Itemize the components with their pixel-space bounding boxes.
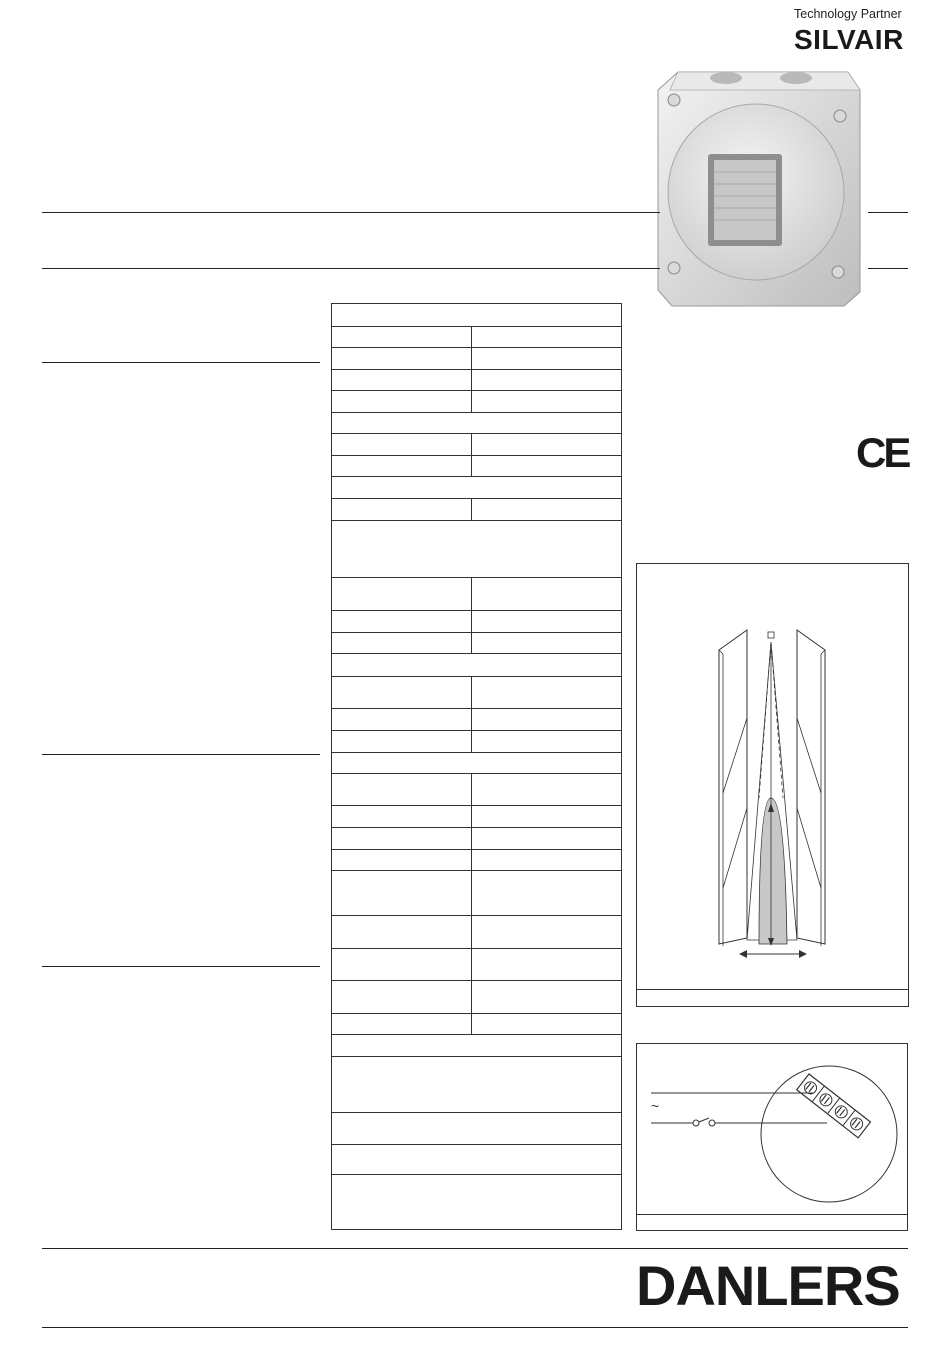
detection-panel-caption-rule <box>637 989 908 990</box>
wiring-panel-caption-rule <box>637 1214 907 1215</box>
partner-label: Technology Partner <box>794 7 902 21</box>
wiring-diagram <box>647 1054 902 1204</box>
spec-table-rows <box>332 304 621 1229</box>
title-rule-top-right <box>868 212 908 213</box>
title-rule-bottom-right <box>868 268 908 269</box>
footer-brand-logo: DANLERS <box>636 1254 900 1317</box>
specification-table <box>331 303 622 1230</box>
title-rule-top <box>42 212 660 213</box>
detection-pattern-diagram <box>707 628 837 960</box>
supply-symbol: ~ <box>651 1098 660 1114</box>
title-rule-bottom <box>42 268 660 269</box>
detection-pattern-panel <box>636 563 909 1007</box>
wiring-diagram-panel <box>636 1043 908 1231</box>
section-rule <box>42 754 320 755</box>
product-image <box>648 60 880 322</box>
section-rule <box>42 966 320 967</box>
ce-mark: CE <box>856 429 909 476</box>
footer-rule-bottom <box>42 1327 908 1328</box>
partner-brand-logo: SILVAIR <box>794 24 904 55</box>
section-rule <box>42 362 320 363</box>
footer-rule-top <box>42 1248 908 1249</box>
